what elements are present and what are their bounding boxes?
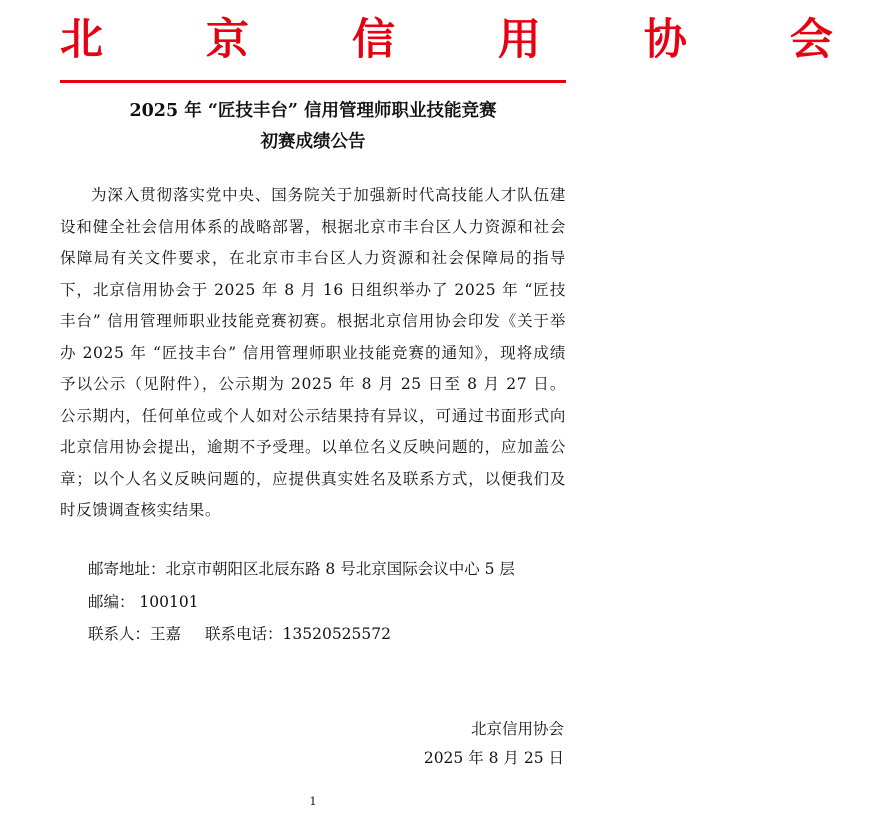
announcement-title	[60, 96, 566, 158]
title-line-1: 2025 年 “匠技丰台” 信用管理师职业技能竞赛	[129, 101, 497, 121]
contact-person: 联系人：王嘉	[88, 625, 182, 643]
contact-line	[88, 622, 568, 646]
postcode: 邮编： 100101	[88, 593, 199, 611]
title-line-2: 初赛成绩公告	[260, 132, 366, 152]
letterhead-divider	[60, 80, 566, 83]
contact-phone: 联系电话：13520525572	[205, 625, 391, 643]
page-number: 1	[309, 795, 317, 808]
org-letterhead: 北 京 信 用 协 会	[60, 15, 877, 65]
signature-date: 2025 年 8 月 25 日	[423, 749, 564, 767]
announcement-body: 为深入贯彻落实党中央、国务院关于加强新时代高技能人才队伍建设和健全社会信用体系的战略部署，根据北京市丰台区人力资源和社会保障局有关文件要求，在北京市丰台区人力资源和社会保障局的指导下，北京信用协会于 2025 年 8 月 16 日组织举办了 2025 年 “匠技丰台” 信用管理师职业技能竞赛初赛。根据北京信用协会印发《关于举办 2025 年 “匠技丰台” 信用管理师职业技能竞赛的通知》，现将成绩予以公示（见附件），公示期为 2025 年 8 月 25 日至 8 月 27 日。公示期内，任何单位或个人如对公示结果持有异议，可通过书面形式向北京信用协会提出，逾期不予受理。以单位名义反映问题的，应加盖公章；以个人名义反映问题的，应提供真实姓名及联系方式，以便我们及时反馈调查核实结果。	[60, 186, 566, 519]
signature-org: 北京信用协会	[470, 720, 564, 738]
mailing-address: 邮寄地址：北京市朝阳区北辰东路 8 号北京国际会议中心 5 层	[88, 560, 515, 578]
